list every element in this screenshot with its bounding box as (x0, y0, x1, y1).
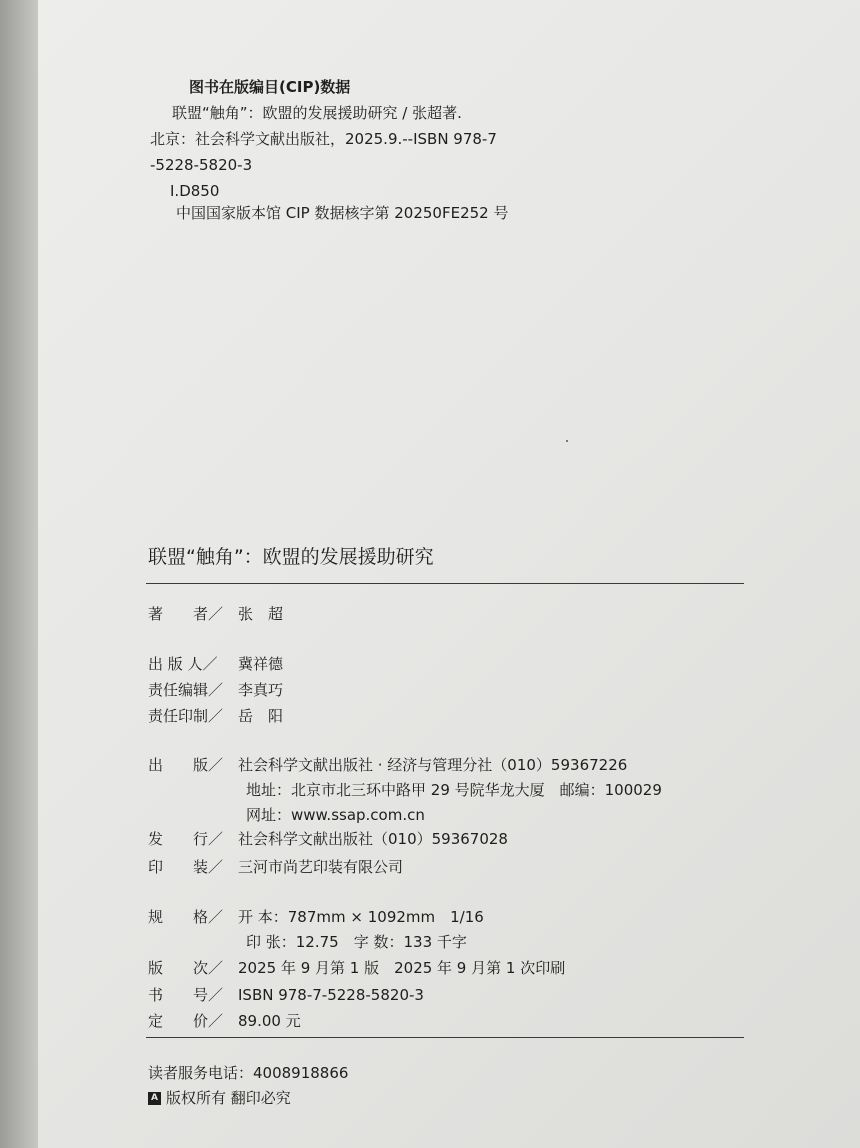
edition-label: 版 次／ (148, 959, 224, 977)
distribute-value: 社会科学文献出版社（010）59367028 (238, 830, 508, 848)
print-manager-label: 责任印制／ (148, 707, 224, 725)
price-value: 89.00 元 (238, 1012, 301, 1030)
format-value: 开 本：787mm × 1092mm 1/16 (238, 908, 484, 926)
cip-isbn-continued: -5228-5820-3 (150, 156, 253, 174)
publish-value: 社会科学文献出版社 · 经济与管理分社（010）59367226 (238, 756, 628, 774)
cip-publisher-line: 北京：社会科学文献出版社，2025.9.--ISBN 978-7 (150, 130, 497, 148)
editor-label: 责任编辑／ (148, 681, 224, 699)
publisher-person-value: 冀祥德 (238, 655, 284, 673)
isbn-value: ISBN 978-7-5228-5820-3 (238, 986, 424, 1004)
print-manager-value: 岳 阳 (238, 707, 284, 725)
book-title: 联盟“触角”：欧盟的发展援助研究 (148, 546, 434, 568)
publisher-person-label: 出 版 人／ (148, 655, 218, 673)
format-label: 规 格／ (148, 908, 224, 926)
cip-heading: 图书在版编目(CIP)数据 (189, 78, 351, 96)
footer-rule (146, 1037, 744, 1038)
cip-classification: Ⅰ.D850 (170, 182, 220, 200)
print-label: 印 装／ (148, 858, 224, 876)
publisher-website: 网址：www.ssap.com.cn (246, 806, 425, 824)
distribute-label: 发 行／ (148, 830, 224, 848)
copyright-notice: 版权所有 翻印必究 (166, 1089, 291, 1107)
cip-verification-number: 中国国家版本馆 CIP 数据核字第 20250FE252 号 (176, 204, 509, 222)
publish-label: 出 版／ (148, 756, 224, 774)
author-label: 著 者／ (148, 605, 224, 623)
author-value: 张 超 (238, 605, 284, 623)
paper-speck (566, 440, 568, 442)
print-value: 三河市尚艺印装有限公司 (238, 858, 404, 876)
book-spine-shadow (0, 0, 40, 1148)
publisher-address: 地址：北京市北三环中路甲 29 号院华龙大厦 邮编：100029 (246, 781, 662, 799)
price-label: 定 价／ (148, 1012, 224, 1030)
isbn-label: 书 号／ (148, 986, 224, 1004)
editor-value: 李真巧 (238, 681, 284, 699)
reader-service-phone: 读者服务电话：4008918866 (148, 1064, 349, 1082)
title-rule (146, 583, 744, 584)
cip-title-line: 联盟“触角”：欧盟的发展援助研究 / 张超著. (172, 104, 462, 122)
publisher-logo-icon: A (148, 1092, 161, 1105)
edition-value: 2025 年 9 月第 1 版 2025 年 9 月第 1 次印刷 (238, 959, 566, 977)
format-sheets-words: 印 张：12.75 字 数：133 千字 (246, 933, 467, 951)
